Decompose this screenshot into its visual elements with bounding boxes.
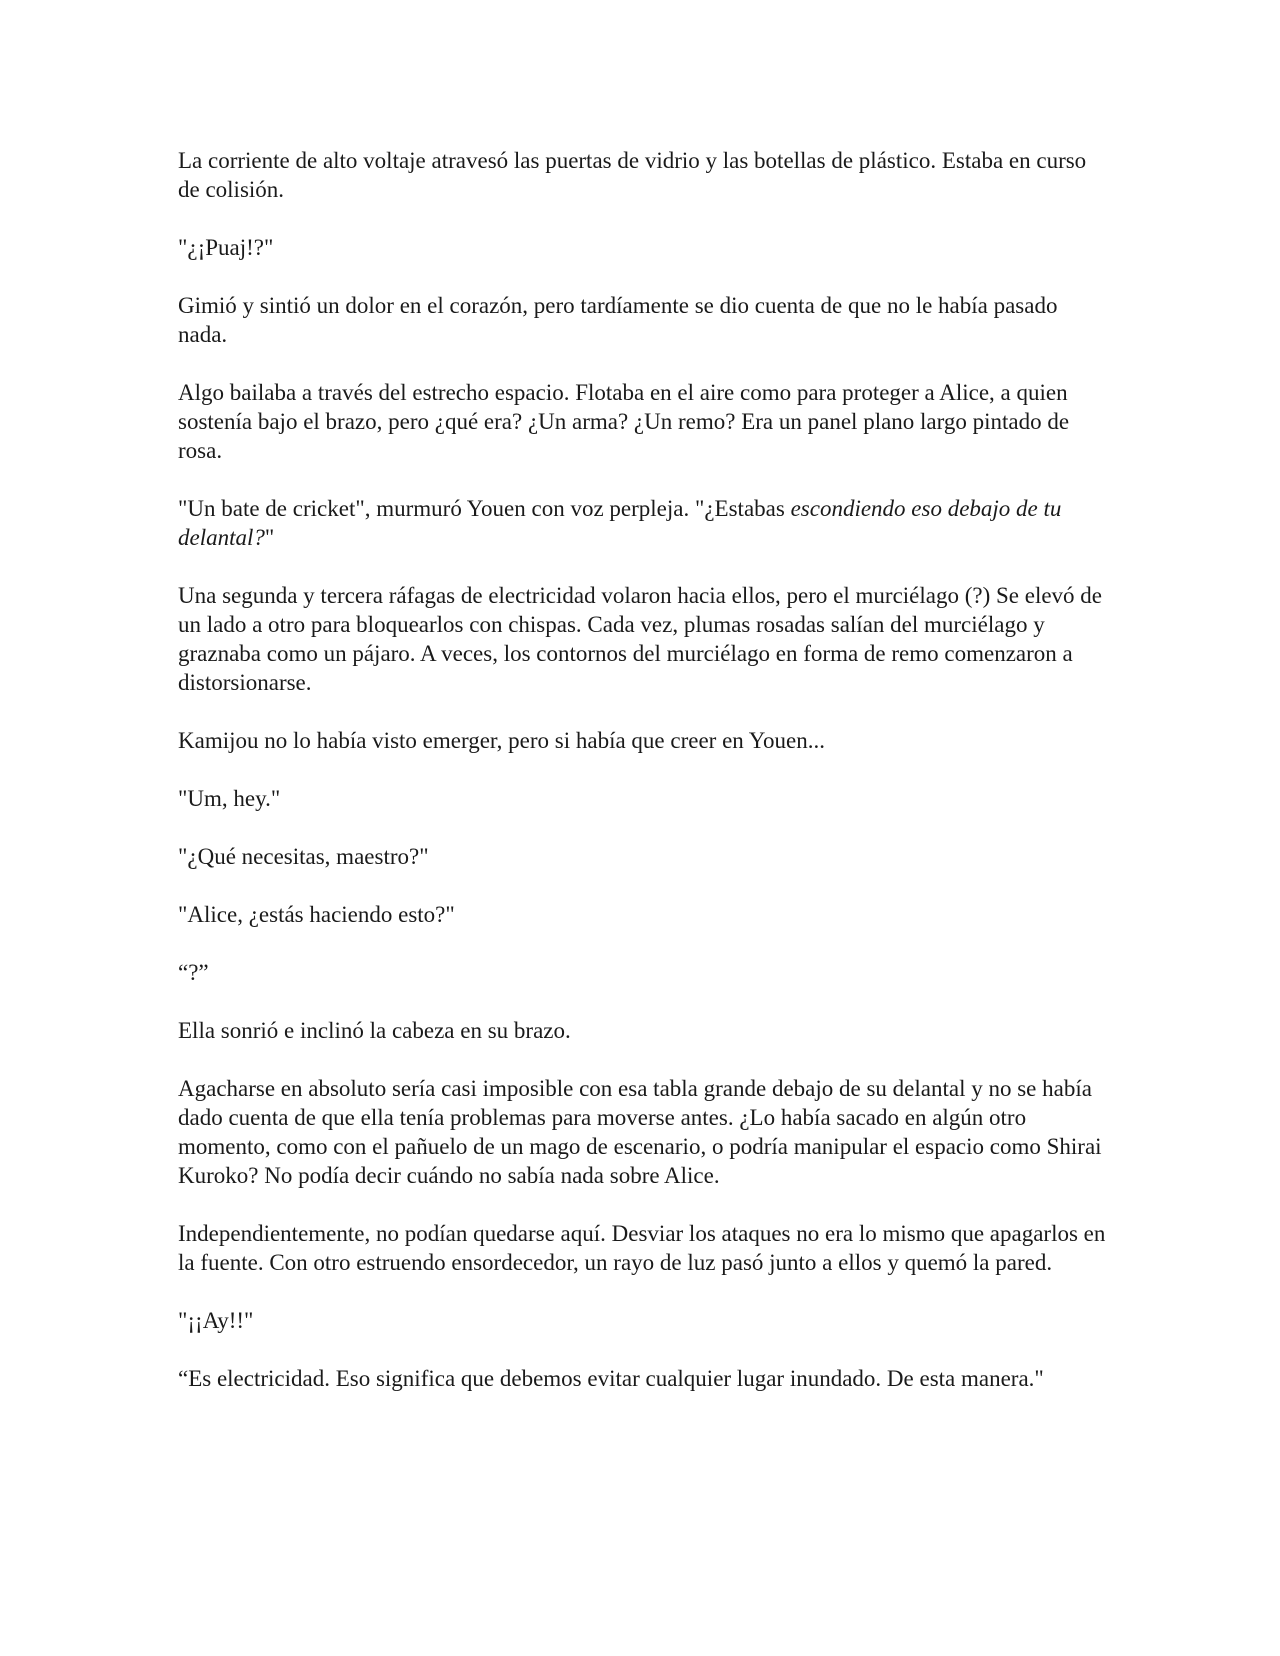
- paragraph: La corriente de alto voltaje atravesó las puertas de vidrio y las botellas de plástico. Estaba en curso de colisión.: [178, 148, 1087, 202]
- paragraph: Kamijou no lo había visto emerger, pero si había que creer en Youen...: [178, 728, 825, 753]
- paragraph: "¡¡Ay!!": [178, 1308, 254, 1333]
- paragraph-text: "Un bate de cricket", murmuró Youen con voz perpleja. "¿Estabas: [178, 496, 791, 521]
- paragraph: "Alice, ¿estás haciendo esto?": [178, 902, 455, 927]
- paragraph-italic-text: escondiendo eso debajo de tu delantal?: [178, 496, 1062, 550]
- paragraph: “Es electricidad. Eso significa que debemos evitar cualquier lugar inundado. De esta manera.": [178, 1366, 1044, 1391]
- paragraph: Agacharse en absoluto sería casi imposible con esa tabla grande debajo de su delantal y no se había dado cuenta de que ella tenía problemas para moverse antes. ¿Lo había sacado en algún otro momento, como con el pañuelo de un mago de escenario, o podría manipular el espacio como Shirai Kuroko? No podía decir cuándo no sabía nada sobre Alice.: [178, 1076, 1102, 1188]
- paragraph: Gimió y sintió un dolor en el corazón, pero tardíamente se dio cuenta de que no le había pasado nada.: [178, 293, 1058, 347]
- paragraph: "Um, hey.": [178, 786, 281, 811]
- paragraph: Algo bailaba a través del estrecho espacio. Flotaba en el aire como para proteger a Alice, a quien sostenía bajo el brazo, pero ¿qué era? ¿Un arma? ¿Un remo? Era un panel plano largo pintado de rosa.: [178, 380, 1070, 463]
- paragraph: Independientemente, no podían quedarse aquí. Desviar los ataques no era lo mismo que apagarlos en la fuente. Con otro estruendo ensordecedor, un rayo de luz pasó junto a ellos y quemó la pared.: [178, 1221, 1106, 1275]
- paragraph: [178, 494, 1108, 552]
- paragraph: Una segunda y tercera ráfagas de electricidad volaron hacia ellos, pero el murciélago (?) Se elevó de un lado a otro para bloquearlos con chispas. Cada vez, plumas rosadas salían del murciélago y graznaba como un pájaro. A veces, los contornos del murciélago en forma de remo comenzaron a distorsionarse.: [178, 583, 1103, 695]
- paragraph: "¿Qué necesitas, maestro?": [178, 844, 429, 869]
- paragraph: Ella sonrió e inclinó la cabeza en su brazo.: [178, 1018, 571, 1043]
- document-page: [178, 146, 1108, 1422]
- paragraph: "¿¡Puaj!?": [178, 235, 274, 260]
- paragraph-text: ": [264, 525, 275, 550]
- paragraph: “?”: [178, 960, 209, 985]
